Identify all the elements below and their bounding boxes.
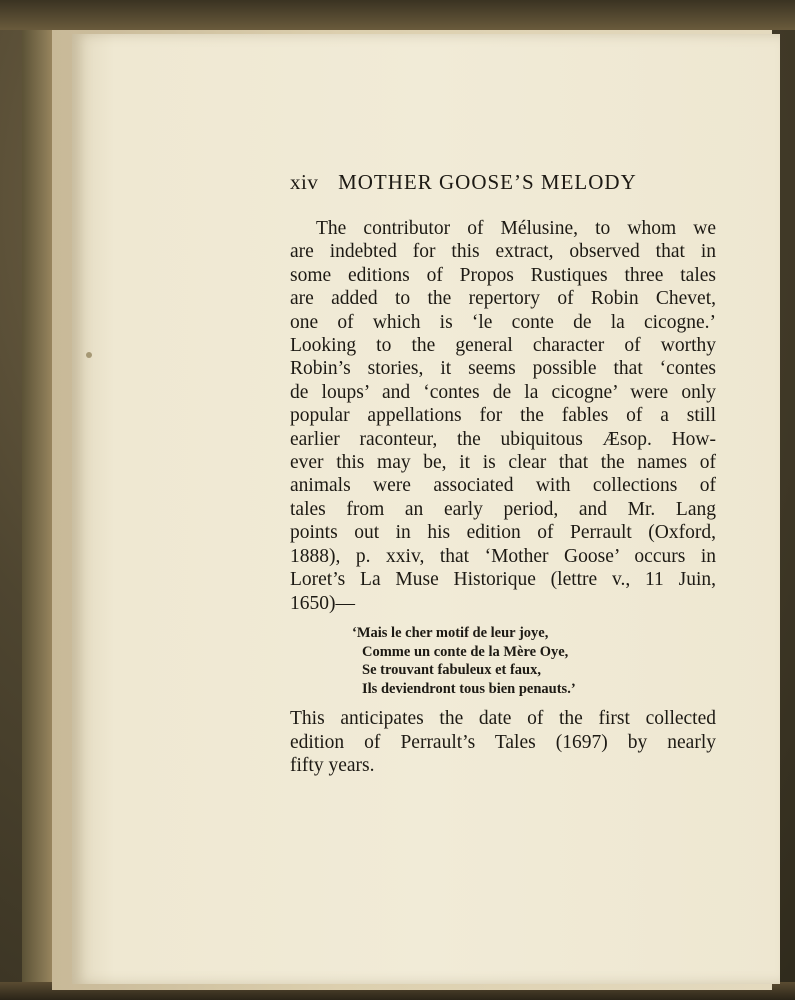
text-line: The contributor of Mélusine, to whom we — [316, 218, 716, 239]
text-line: Robin’s stories, it seems possible that ‘contes — [290, 358, 716, 379]
text-line: are indebted for this extract, observed that in — [290, 241, 716, 262]
verse-line: Se trouvant fabuleux et faux, — [362, 662, 541, 678]
text-line: Loret’s La Muse Historique (lettre v., 11 Juin, — [290, 569, 716, 590]
text-line: popular appellations for the fables of a still — [290, 405, 716, 426]
page-number: xiv — [290, 170, 319, 194]
verse-line: Ils deviendront tous bien penauts.’ — [362, 681, 576, 697]
text-line: points out in his edition of Perrault (Oxford, — [290, 522, 716, 543]
text-line: are added to the repertory of Robin Chevet, — [290, 288, 716, 309]
text-line: ever this may be, it is clear that the names of — [290, 452, 716, 473]
verse-line: Comme un conte de la Mère Oye, — [362, 644, 569, 660]
text-line: This anticipates the date of the first collected — [290, 708, 716, 729]
text-line: one of which is ‘le conte de la cicogne.’ — [290, 312, 716, 333]
text-line: earlier raconteur, the ubiquitous Æsop. How- — [290, 429, 716, 450]
text-line: de loups’ and ‘contes de la cicogne’ were only — [290, 382, 716, 403]
text-line: 1650)— — [290, 593, 355, 614]
running-title: MOTHER GOOSE’S MELODY — [338, 170, 637, 194]
text-line: some editions of Propos Rustiques three tales — [290, 265, 716, 286]
text-line: 1888), p. xxiv, that ‘Mother Goose’ occurs in — [290, 546, 716, 567]
text-line: animals were associated with collections of — [290, 475, 716, 496]
text-line: edition of Perrault’s Tales (1697) by nearly — [290, 732, 716, 753]
text-line: tales from an early period, and Mr. Lang — [290, 499, 716, 520]
running-header — [290, 170, 710, 195]
text-line: Looking to the general character of worthy — [290, 335, 716, 356]
text-line: fifty years. — [290, 755, 375, 776]
verse-line: ‘Mais le cher motif de leur joye, — [352, 625, 549, 641]
